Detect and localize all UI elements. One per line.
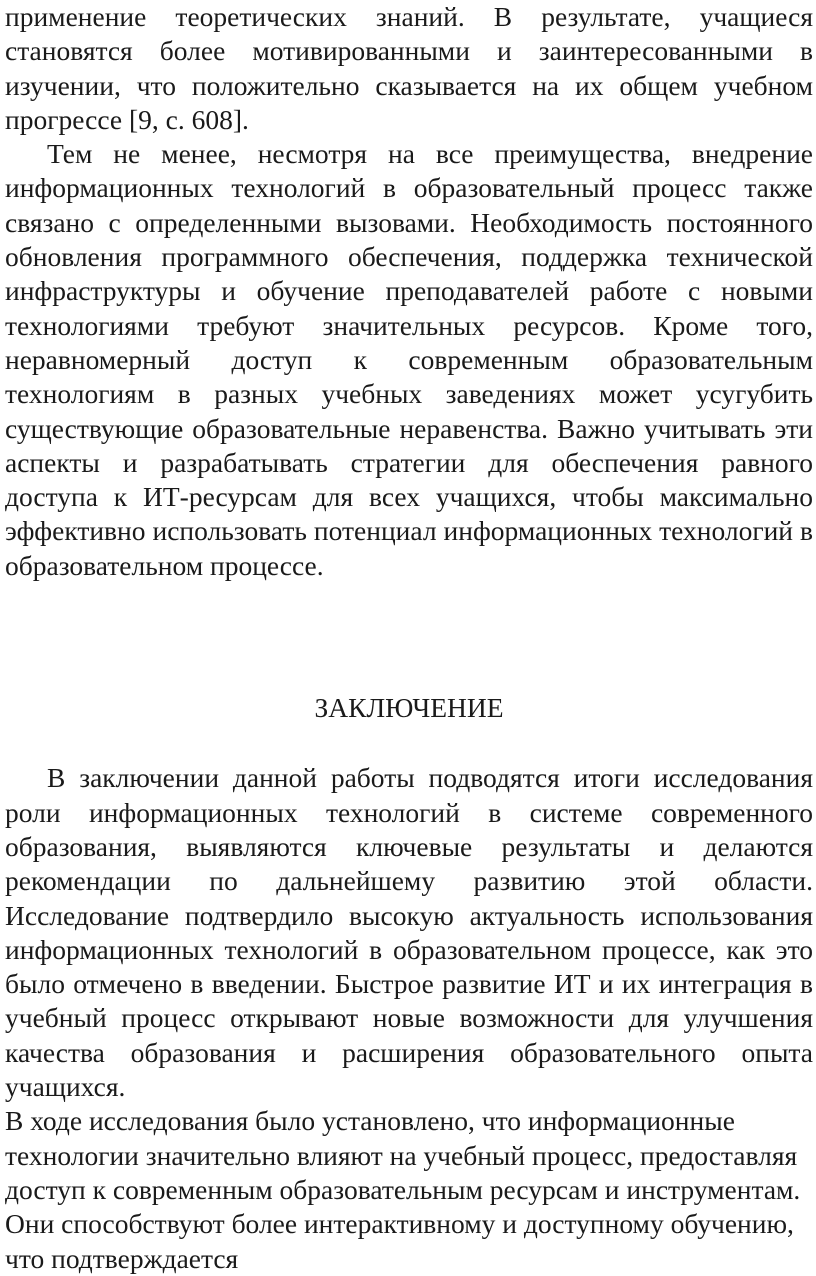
section-heading-conclusion: ЗАКЛЮЧЕНИЕ (314, 692, 504, 724)
document-page (5, 0, 813, 1276)
paragraph-challenges: Тем не менее, несмотря на все преимущества, внедрение информационных технологий в образовательный процесс также связано с определенными вызовами. Необходимость постоянного обновления программного обеспечения, поддержка технической инфраструктуры и обучение преподавателей работе с новыми технологиями требуют значительных ресурсов. Кроме того, неравномерный доступ к современным образовательным технологиям в разных учебных заведениях может усугубить существующие образовательные неравенства. Важно учитывать эти аспекты и разрабатывать стратегии для обеспечения равного доступа к ИТ-ресурсам для всех учащихся, чтобы максимально эффективно использовать потенциал информационных технологий в образовательном процессе. (5, 138, 813, 581)
paragraph-conclusion-findings: В ходе исследования было установлено, что информационные технологии значительно влияют на учебный процесс, предоставляя доступ к современным образовательным ресурсам и инструментам. Они способствуют более интерактивному и доступному обучению, что подтверждается (5, 1105, 801, 1274)
paragraph-continuation: применение теоретических знаний. В результате, учащиеся становятся более мотивированными и заинтересованными в изучении, что положительно сказывается на их общем учебном прогрессе [9, с. 608]. (5, 1, 813, 135)
paragraph-conclusion-intro: В заключении данной работы подводятся итоги исследования роли информационных технологий в системе современного образования, выявляются ключевые результаты и делаются рекомендации по дальнейшему развитию этой области. Исследование подтвердило высокую актуальность использования информационных технологий в образовательном процессе, как это было отмечено в введении. Быстрое развитие ИТ и их интеграция в учебный процесс открывают новые возможности для улучшения качества образования и расширения образовательного опыта учащихся. (5, 762, 813, 1103)
